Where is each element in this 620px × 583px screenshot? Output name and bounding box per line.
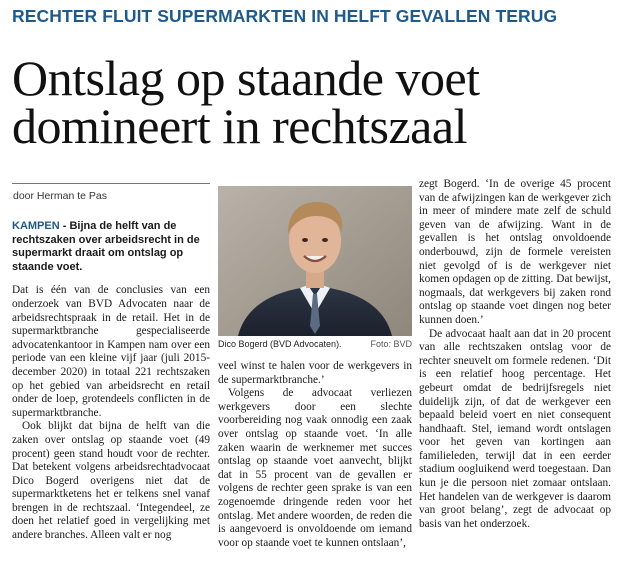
lead-text: - Bijna de helft van de rechtszaken over arbeidsrecht in de supermarkt draait om ontslag op staande voet. [12, 220, 200, 273]
dateline: KAMPEN [12, 220, 60, 232]
byline: door Herman te Pas [13, 190, 107, 202]
portrait-photo [218, 186, 412, 336]
column-2 [218, 360, 412, 550]
column-3 [419, 178, 611, 531]
divider [12, 183, 210, 184]
kicker: RECHTER FLUIT SUPERMARKTEN IN HELFT GEVALLEN TERUG [12, 6, 558, 26]
headline-line-1: Ontslag op staande voet [12, 50, 480, 106]
headline-line-2: domineert in rechtszaal [12, 98, 467, 154]
headline [12, 50, 612, 154]
column-1 [12, 220, 210, 543]
paragraph: Volgens de advocaat verliezen werkgevers door een slechte voorbereiding nog vaak onnodig een zaak over ontslag op staande voet. ‘In alle zaken waarin de werknemer met succes ontslag op staande voet aanvecht, blijkt dat in 55 procent van de gevallen er volgens de rechter geen sprake is van een zogenoemde dringende reden voor het ontslag. Met andere woorden, de reden die is aangevoerd is onvoldoende om iemand voor op staande voet te kunnen ontslaan’, [218, 387, 412, 549]
paragraph: Dat is één van de conclusies van een onderzoek van BVD Advocaten naar de arbeidsrechtspraak in de retail. Het in de supermarktbranche gespecialiseerde advocatenkantoor in Kampen nam over een periode van een kleine vijf jaar (juli 2015-december 2020) in totaal 221 rechtszaken op het gebied van arbeidsrecht en retail onder de loep, grotendeels conflicten in de supermarktbranche. [12, 284, 210, 419]
lead-paragraph [12, 220, 210, 274]
photo-credit: Foto: BVD [370, 339, 412, 349]
paragraph: Ook blijkt dat bijna de helft van die zaken over ontslag op staande voet (49 procent) geen stand houdt voor de rechter. Dat betekent volgens arbeidsrechtadvocaat Dico Bogerd overigens niet dat de supermarktketens het er telkens snel vanaf brengen in de rechtszaal. ‘Integendeel, ze doen het relatief goed in vergelijking met andere branches. Alleen valt er nog [12, 420, 210, 542]
paragraph: De advocaat haalt aan dat in 20 procent van alle rechtszaken ontslag voor de rechter sneuvelt om formele redenen. ‘Dit is een relatief hoog percentage. Het gebeurt omdat de bedrijfsregels niet duidelijk zijn, of dat de werkgever een bepaald beleid voert en niet consequent handhaaft. Stel, iemand wordt ontslagen voor het geven van kortingen aan familieleden, terwijl dat in een eerder stadium oogluikend werd toegestaan. Dan kun je die persoon niet zomaar ontslaan. Het handelen van de werkgever is daarom van groot belang’, zegt de advocaat op basis van het onderzoek. [419, 327, 611, 530]
paragraph: zegt Bogerd. ‘In de overige 45 procent van de afwijzingen kan de werkgever zich in meer of mindere mate zelf de schuld geven van de afwijzing. Want in de gevallen is het ontslag onvoldoende onderbouwd, zijn de formele vereisten niet gevolgd of is de werkgever niet komen opdagen op de zitting. Dat bewijst, nogmaals, dat werkgevers bij zaken rond ontslag op staande voet dingen nog beter kunnen doen.’ [419, 178, 611, 326]
paragraph: veel winst te halen voor de werkgevers in de supermarktbranche.’ [218, 360, 412, 386]
photo-caption [218, 339, 412, 349]
caption-text: Dico Bogerd (BVD Advocaten). [218, 339, 342, 349]
